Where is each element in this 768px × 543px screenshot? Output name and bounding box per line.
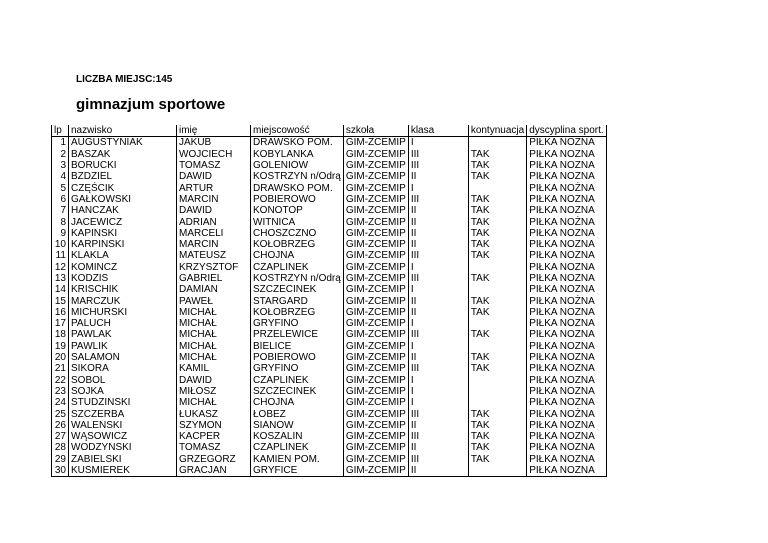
cell-continuation: TAK: [468, 194, 526, 205]
table-row: [52, 171, 607, 182]
table-row: [52, 182, 607, 193]
cell-first-name: JAKUB: [177, 137, 251, 149]
places-count-label: LICZBA MIEJSC:145: [76, 74, 173, 85]
cell-continuation: TAK: [468, 171, 526, 182]
cell-surname: BZDZIEL: [69, 171, 177, 182]
cell-class: I: [408, 262, 468, 273]
cell-first-name: MICHAŁ: [177, 329, 251, 340]
cell-class: III: [408, 408, 468, 419]
cell-school: GIM-ZCEMIP: [343, 363, 408, 374]
cell-surname: AUGUSTYNIAK: [69, 137, 177, 149]
table-row: [52, 250, 607, 261]
cell-lp: 4: [52, 171, 69, 182]
table-header-row: [52, 125, 607, 137]
cell-school: GIM-ZCEMIP: [343, 442, 408, 453]
table-row: [52, 341, 607, 352]
col-header-surname: nazwisko: [69, 125, 177, 137]
cell-lp: 11: [52, 250, 69, 261]
cell-discipline: PIŁKA NOŻNA: [527, 273, 606, 284]
cell-continuation: TAK: [468, 363, 526, 374]
table-row: [52, 239, 607, 250]
cell-first-name: DAWID: [177, 171, 251, 182]
cell-town: DRAWSKO POM.: [251, 182, 344, 193]
cell-class: III: [408, 454, 468, 465]
cell-class: I: [408, 397, 468, 408]
cell-discipline: PIŁKA NOŻNA: [527, 318, 606, 329]
table-row: [52, 295, 607, 306]
table-row: [52, 454, 607, 465]
cell-discipline: PIŁKA NOŻNA: [527, 454, 606, 465]
cell-surname: BORUCKI: [69, 160, 177, 171]
cell-school: GIM-ZCEMIP: [343, 465, 408, 477]
cell-town: ŁOBEZ: [251, 408, 344, 419]
cell-first-name: SZYMON: [177, 420, 251, 431]
cell-discipline: PIŁKA NOŻNA: [527, 341, 606, 352]
cell-continuation: TAK: [468, 329, 526, 340]
cell-class: II: [408, 239, 468, 250]
cell-town: GRYFICE: [251, 465, 344, 477]
cell-class: II: [408, 307, 468, 318]
cell-continuation: [468, 137, 526, 149]
cell-first-name: MARCIN: [177, 239, 251, 250]
cell-continuation: TAK: [468, 160, 526, 171]
cell-discipline: PIŁKA NOŻNA: [527, 307, 606, 318]
table-row: [52, 408, 607, 419]
cell-school: GIM-ZCEMIP: [343, 397, 408, 408]
cell-discipline: PIŁKA NOŻNA: [527, 137, 606, 149]
table-row: [52, 205, 607, 216]
cell-first-name: KACPER: [177, 431, 251, 442]
cell-discipline: PIŁKA NOŻNA: [527, 250, 606, 261]
cell-surname: KLAKLA: [69, 250, 177, 261]
cell-surname: SZCZERBA: [69, 408, 177, 419]
cell-discipline: PIŁKA NOŻNA: [527, 397, 606, 408]
cell-surname: STUDZIŃSKI: [69, 397, 177, 408]
cell-class: II: [408, 228, 468, 239]
table-row: [52, 465, 607, 477]
cell-school: GIM-ZCEMIP: [343, 137, 408, 149]
cell-school: GIM-ZCEMIP: [343, 431, 408, 442]
cell-discipline: PIŁKA NOŻNA: [527, 375, 606, 386]
cell-discipline: PIŁKA NOŻNA: [527, 149, 606, 160]
cell-school: GIM-ZCEMIP: [343, 171, 408, 182]
cell-town: DRAWSKO POM.: [251, 137, 344, 149]
cell-surname: KUŚMIEREK: [69, 465, 177, 477]
table-row: [52, 431, 607, 442]
cell-town: KOŁOBRZEG: [251, 239, 344, 250]
cell-town: GOLENIÓW: [251, 160, 344, 171]
cell-surname: GAŁKOWSKI: [69, 194, 177, 205]
cell-surname: PALUCH: [69, 318, 177, 329]
cell-continuation: [468, 386, 526, 397]
cell-town: PRZELEWICE: [251, 329, 344, 340]
col-header-town: miejscowość: [251, 125, 344, 137]
cell-discipline: PIŁKA NOŻNA: [527, 442, 606, 453]
cell-school: GIM-ZCEMIP: [343, 352, 408, 363]
cell-surname: WALEŃSKI: [69, 420, 177, 431]
cell-discipline: PIŁKA NOŻNA: [527, 465, 606, 477]
cell-continuation: TAK: [468, 216, 526, 227]
cell-school: GIM-ZCEMIP: [343, 375, 408, 386]
cell-discipline: PIŁKA NOŻNA: [527, 408, 606, 419]
cell-discipline: PIŁKA NOŻNA: [527, 295, 606, 306]
cell-continuation: [468, 262, 526, 273]
cell-continuation: TAK: [468, 273, 526, 284]
cell-town: SIANÓW: [251, 420, 344, 431]
cell-discipline: PIŁKA NOŻNA: [527, 386, 606, 397]
table-row: [52, 149, 607, 160]
cell-lp: 14: [52, 284, 69, 295]
cell-first-name: MICHAŁ: [177, 318, 251, 329]
cell-class: III: [408, 160, 468, 171]
cell-discipline: PIŁKA NOŻNA: [527, 363, 606, 374]
cell-town: CHOJNA: [251, 397, 344, 408]
cell-continuation: [468, 465, 526, 477]
cell-continuation: TAK: [468, 307, 526, 318]
cell-first-name: TOMASZ: [177, 160, 251, 171]
cell-surname: BASZAK: [69, 149, 177, 160]
col-header-lp: lp: [52, 125, 69, 137]
table-row: [52, 352, 607, 363]
cell-surname: WĄSOWICZ: [69, 431, 177, 442]
cell-surname: JACEWICZ: [69, 216, 177, 227]
cell-continuation: TAK: [468, 295, 526, 306]
cell-continuation: TAK: [468, 352, 526, 363]
cell-town: KOSTRZYN n/Odrą: [251, 273, 344, 284]
table-row: [52, 442, 607, 453]
cell-continuation: TAK: [468, 431, 526, 442]
cell-class: II: [408, 465, 468, 477]
cell-class: II: [408, 171, 468, 182]
cell-lp: 6: [52, 194, 69, 205]
cell-school: GIM-ZCEMIP: [343, 250, 408, 261]
cell-school: GIM-ZCEMIP: [343, 341, 408, 352]
cell-surname: SALAMON: [69, 352, 177, 363]
cell-surname: PAWLIK: [69, 341, 177, 352]
cell-discipline: PIŁKA NOŻNA: [527, 205, 606, 216]
cell-town: SZCZECINEK: [251, 386, 344, 397]
table-row: [52, 397, 607, 408]
cell-lp: 15: [52, 295, 69, 306]
cell-school: GIM-ZCEMIP: [343, 454, 408, 465]
cell-lp: 8: [52, 216, 69, 227]
table-row: [52, 262, 607, 273]
cell-surname: CZĘŚCIK: [69, 182, 177, 193]
cell-discipline: PIŁKA NOŻNA: [527, 262, 606, 273]
cell-first-name: KAMIL: [177, 363, 251, 374]
cell-town: POBIEROWO: [251, 194, 344, 205]
col-header-continuation: kontynuacja: [468, 125, 526, 137]
cell-discipline: PIŁKA NOŻNA: [527, 182, 606, 193]
cell-class: II: [408, 205, 468, 216]
cell-first-name: TOMASZ: [177, 442, 251, 453]
cell-continuation: TAK: [468, 228, 526, 239]
cell-class: I: [408, 137, 468, 149]
cell-town: GRYFINO: [251, 318, 344, 329]
cell-school: GIM-ZCEMIP: [343, 205, 408, 216]
cell-discipline: PIŁKA NOŻNA: [527, 171, 606, 182]
cell-lp: 7: [52, 205, 69, 216]
cell-first-name: PAWEŁ: [177, 295, 251, 306]
cell-class: II: [408, 295, 468, 306]
cell-continuation: TAK: [468, 408, 526, 419]
cell-town: KAMIEŃ POM.: [251, 454, 344, 465]
cell-first-name: MARCELI: [177, 228, 251, 239]
cell-discipline: PIŁKA NOŻNA: [527, 329, 606, 340]
cell-town: KOBYLANKA: [251, 149, 344, 160]
cell-continuation: TAK: [468, 250, 526, 261]
cell-surname: PAWLAK: [69, 329, 177, 340]
cell-first-name: KRZYSZTOF: [177, 262, 251, 273]
cell-lp: 1: [52, 137, 69, 149]
table-row: [52, 375, 607, 386]
cell-lp: 21: [52, 363, 69, 374]
table-row: [52, 228, 607, 239]
cell-school: GIM-ZCEMIP: [343, 420, 408, 431]
cell-first-name: ŁUKASZ: [177, 408, 251, 419]
cell-first-name: MICHAŁ: [177, 341, 251, 352]
cell-town: KOSZALIN: [251, 431, 344, 442]
cell-town: CHOSZCZNO: [251, 228, 344, 239]
cell-surname: HANCZAK: [69, 205, 177, 216]
col-header-discipline: dyscyplina sport.: [527, 125, 606, 137]
cell-class: II: [408, 442, 468, 453]
cell-school: GIM-ZCEMIP: [343, 149, 408, 160]
cell-town: GRYFINO: [251, 363, 344, 374]
cell-discipline: PIŁKA NOŻNA: [527, 420, 606, 431]
cell-lp: 28: [52, 442, 69, 453]
table-row: [52, 137, 607, 149]
cell-town: STARGARD: [251, 295, 344, 306]
cell-first-name: ADRIAN: [177, 216, 251, 227]
cell-town: KOSTRZYN n/Odrą: [251, 171, 344, 182]
cell-school: GIM-ZCEMIP: [343, 318, 408, 329]
cell-discipline: PIŁKA NOŻNA: [527, 160, 606, 171]
cell-town: WITNICA: [251, 216, 344, 227]
cell-class: II: [408, 352, 468, 363]
cell-town: CZAPLINEK: [251, 375, 344, 386]
cell-surname: KODZIS: [69, 273, 177, 284]
cell-town: CZAPLINEK: [251, 442, 344, 453]
cell-surname: ZABIELSKI: [69, 454, 177, 465]
cell-lp: 22: [52, 375, 69, 386]
cell-lp: 3: [52, 160, 69, 171]
cell-school: GIM-ZCEMIP: [343, 194, 408, 205]
cell-class: I: [408, 284, 468, 295]
table-row: [52, 284, 607, 295]
cell-lp: 10: [52, 239, 69, 250]
section-title: gimnazjum sportowe: [76, 96, 226, 113]
cell-surname: KOMINCZ: [69, 262, 177, 273]
cell-lp: 19: [52, 341, 69, 352]
cell-class: II: [408, 216, 468, 227]
cell-school: GIM-ZCEMIP: [343, 216, 408, 227]
cell-class: I: [408, 318, 468, 329]
cell-town: SZCZECINEK: [251, 284, 344, 295]
cell-lp: 18: [52, 329, 69, 340]
cell-lp: 23: [52, 386, 69, 397]
cell-class: III: [408, 329, 468, 340]
table-row: [52, 194, 607, 205]
col-header-class: klasa: [408, 125, 468, 137]
cell-school: GIM-ZCEMIP: [343, 228, 408, 239]
cell-continuation: [468, 375, 526, 386]
cell-discipline: PIŁKA NOŻNA: [527, 352, 606, 363]
cell-discipline: PIŁKA NOŻNA: [527, 284, 606, 295]
cell-lp: 25: [52, 408, 69, 419]
cell-class: III: [408, 363, 468, 374]
cell-first-name: GABRIEL: [177, 273, 251, 284]
cell-first-name: GRACJAN: [177, 465, 251, 477]
cell-school: GIM-ZCEMIP: [343, 408, 408, 419]
cell-first-name: WOJCIECH: [177, 149, 251, 160]
cell-lp: 2: [52, 149, 69, 160]
cell-continuation: TAK: [468, 442, 526, 453]
cell-first-name: DAWID: [177, 205, 251, 216]
cell-town: POBIEROWO: [251, 352, 344, 363]
cell-lp: 12: [52, 262, 69, 273]
cell-lp: 27: [52, 431, 69, 442]
cell-class: III: [408, 194, 468, 205]
cell-surname: MICHURSKI: [69, 307, 177, 318]
cell-surname: MARCZUK: [69, 295, 177, 306]
cell-first-name: ARTUR: [177, 182, 251, 193]
cell-discipline: PIŁKA NOŻNA: [527, 239, 606, 250]
cell-first-name: MIŁOSZ: [177, 386, 251, 397]
cell-continuation: [468, 182, 526, 193]
table-row: [52, 307, 607, 318]
cell-discipline: PIŁKA NOŻNA: [527, 228, 606, 239]
cell-school: GIM-ZCEMIP: [343, 295, 408, 306]
table-row: [52, 420, 607, 431]
cell-surname: SOJKA: [69, 386, 177, 397]
cell-class: II: [408, 420, 468, 431]
cell-class: III: [408, 149, 468, 160]
cell-surname: WODZYŃSKI: [69, 442, 177, 453]
col-header-school: szkoła: [343, 125, 408, 137]
cell-continuation: [468, 397, 526, 408]
cell-lp: 26: [52, 420, 69, 431]
cell-school: GIM-ZCEMIP: [343, 160, 408, 171]
cell-school: GIM-ZCEMIP: [343, 284, 408, 295]
cell-lp: 9: [52, 228, 69, 239]
cell-surname: KAPIŃSKI: [69, 228, 177, 239]
cell-class: I: [408, 341, 468, 352]
table-row: [52, 273, 607, 284]
cell-first-name: DAWID: [177, 375, 251, 386]
table-row: [52, 329, 607, 340]
cell-town: CHOJNA: [251, 250, 344, 261]
table-row: [52, 386, 607, 397]
cell-first-name: MATEUSZ: [177, 250, 251, 261]
cell-town: BIELICE: [251, 341, 344, 352]
cell-lp: 5: [52, 182, 69, 193]
cell-lp: 20: [52, 352, 69, 363]
cell-first-name: MICHAŁ: [177, 352, 251, 363]
cell-school: GIM-ZCEMIP: [343, 329, 408, 340]
cell-class: I: [408, 182, 468, 193]
table-row: [52, 318, 607, 329]
cell-lp: 29: [52, 454, 69, 465]
cell-school: GIM-ZCEMIP: [343, 273, 408, 284]
cell-lp: 13: [52, 273, 69, 284]
cell-surname: KARPIŃSKI: [69, 239, 177, 250]
cell-school: GIM-ZCEMIP: [343, 239, 408, 250]
cell-school: GIM-ZCEMIP: [343, 307, 408, 318]
cell-first-name: GRZEGORZ: [177, 454, 251, 465]
cell-class: I: [408, 375, 468, 386]
students-table: [51, 125, 607, 477]
cell-school: GIM-ZCEMIP: [343, 386, 408, 397]
cell-lp: 17: [52, 318, 69, 329]
cell-class: III: [408, 431, 468, 442]
table-row: [52, 216, 607, 227]
cell-continuation: [468, 341, 526, 352]
cell-surname: SOBOL: [69, 375, 177, 386]
cell-lp: 30: [52, 465, 69, 477]
cell-first-name: DAMIAN: [177, 284, 251, 295]
cell-continuation: TAK: [468, 205, 526, 216]
cell-discipline: PIŁKA NOŻNA: [527, 194, 606, 205]
cell-continuation: TAK: [468, 149, 526, 160]
cell-continuation: [468, 284, 526, 295]
cell-lp: 16: [52, 307, 69, 318]
cell-first-name: MICHAŁ: [177, 307, 251, 318]
cell-discipline: PIŁKA NOŻNA: [527, 216, 606, 227]
cell-class: III: [408, 250, 468, 261]
cell-town: KOŁOBRZEG: [251, 307, 344, 318]
col-header-first-name: imię: [177, 125, 251, 137]
cell-class: I: [408, 386, 468, 397]
cell-continuation: [468, 318, 526, 329]
cell-lp: 24: [52, 397, 69, 408]
cell-town: KONOTOP: [251, 205, 344, 216]
cell-class: III: [408, 273, 468, 284]
cell-discipline: PIŁKA NOŻNA: [527, 431, 606, 442]
cell-continuation: TAK: [468, 239, 526, 250]
cell-surname: KRISCHIK: [69, 284, 177, 295]
table-row: [52, 363, 607, 374]
cell-school: GIM-ZCEMIP: [343, 182, 408, 193]
cell-first-name: MARCIN: [177, 194, 251, 205]
cell-first-name: MICHAŁ: [177, 397, 251, 408]
cell-continuation: TAK: [468, 420, 526, 431]
cell-town: CZAPLINEK: [251, 262, 344, 273]
cell-continuation: TAK: [468, 454, 526, 465]
cell-surname: SIKORA: [69, 363, 177, 374]
cell-school: GIM-ZCEMIP: [343, 262, 408, 273]
table-row: [52, 160, 607, 171]
